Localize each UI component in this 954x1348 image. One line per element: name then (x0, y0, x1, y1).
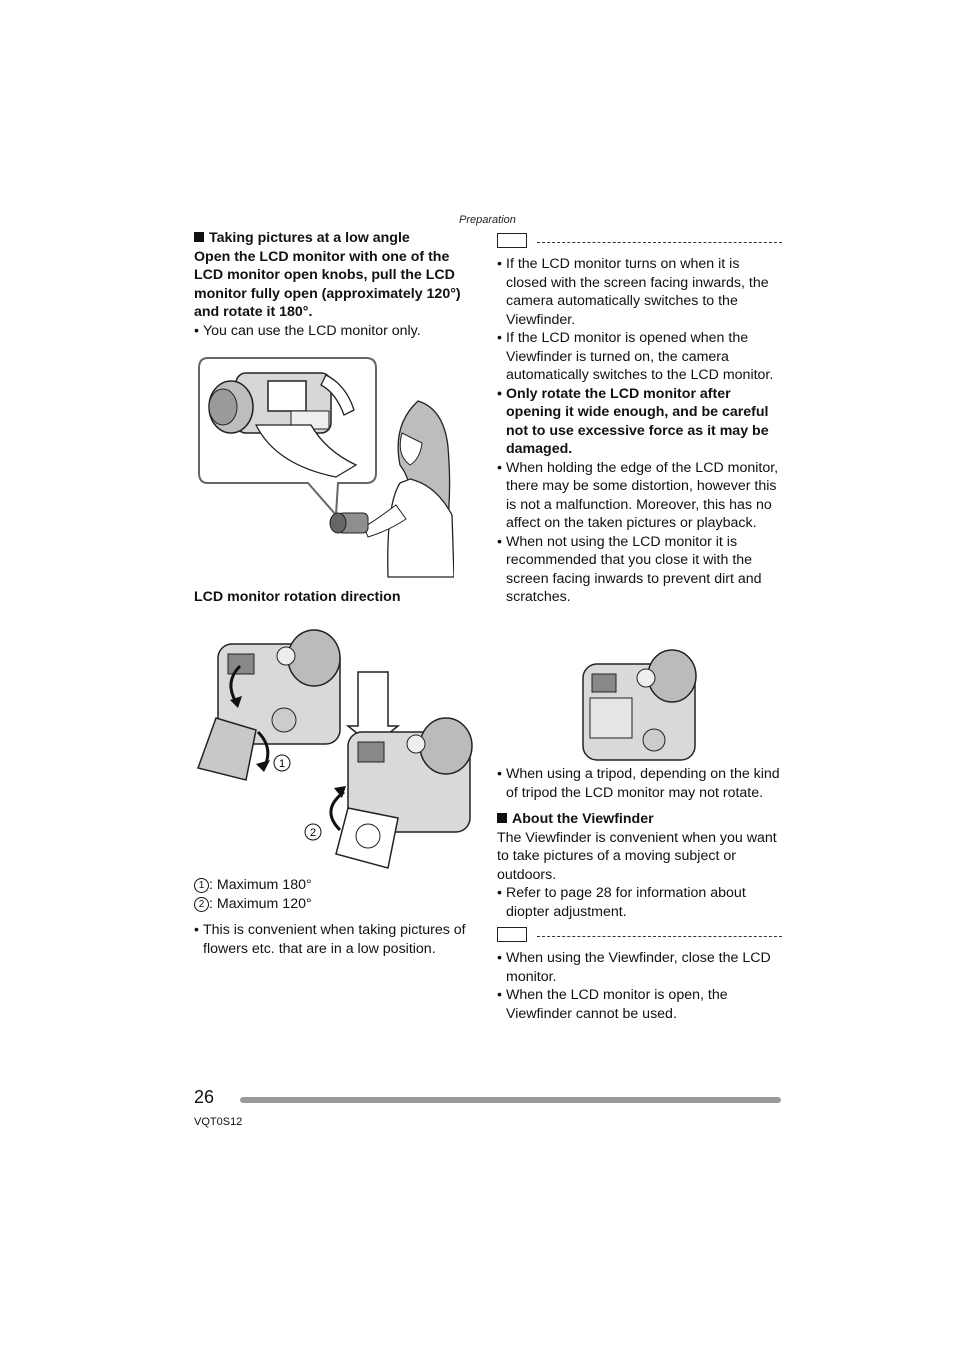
viewfinder-heading: About the Viewfinder (497, 810, 782, 829)
rotation-2-label: 2 (309, 827, 317, 839)
tripod-bullet: • When using a tripod, depending on the kind of tripod the LCD monitor may not rotate. (497, 765, 782, 802)
low-angle-bullet: • You can use the LCD monitor only. (194, 322, 478, 341)
camera-closed-monitor-illustration (580, 646, 700, 764)
convenient-bullet: • This is convenient when taking pictures of flowers etc. that are in a low position. (194, 921, 478, 958)
footer-bar (240, 1097, 781, 1103)
camera-rotated-monitor-icon (331, 718, 472, 868)
note-item: • When the LCD monitor is open, the Viewfinder cannot be used. (497, 986, 782, 1023)
low-angle-shooting-illustration (196, 355, 454, 579)
document-code: VQT0S12 (194, 1116, 243, 1128)
section-header: Preparation (459, 214, 516, 226)
note-item: • When holding the edge of the LCD monitor, there may be some distortion, however this is not a malfunction. Moreover, this has no affect on the taken pictures or playback. (497, 459, 782, 533)
note-item: • If the LCD monitor turns on when it is closed with the screen facing inwards, the camera automatically switches to the Viewfinder. (497, 255, 782, 329)
rotation-heading: LCD monitor rotation direction (194, 589, 401, 605)
viewfinder-text: The Viewfinder is convenient when you want to take pictures of a moving subject or outdoors. (497, 829, 777, 883)
low-angle-heading: Taking pictures at a low angle (194, 229, 478, 248)
page-number: 26 (194, 1087, 215, 1107)
notes-list-1 (497, 255, 782, 607)
dashed-line (537, 936, 782, 937)
note-item: • If the LCD monitor is opened when the Viewfinder is turned on, the camera automatically switches to the LCD monitor. (497, 329, 782, 385)
note-item: • When not using the LCD monitor it is recommended that you close it with the screen facing inwards to prevent dirt and scratches. (497, 533, 782, 607)
rotation-limits (194, 876, 478, 958)
square-bullet-icon (497, 813, 507, 823)
camera-open-monitor-icon (198, 630, 340, 780)
square-bullet-icon (194, 232, 204, 242)
note-item: • Only rotate the LCD monitor after opening it wide enough, and be careful not to use excessive force as it may be damaged. (497, 385, 782, 459)
viewfinder-bullet: • Refer to page 28 for information about diopter adjustment. (497, 884, 782, 921)
note-pencil-icon (497, 927, 527, 942)
left-column (194, 229, 478, 340)
circle-2-icon: 2 (194, 897, 209, 912)
max-180-line: 1 : Maximum 180° (194, 876, 478, 895)
right-column (497, 233, 782, 607)
rotation-1-label: 1 (278, 758, 286, 770)
note-divider-2 (497, 927, 782, 945)
notes-list-2 (497, 949, 782, 1023)
max-120-line: 2 : Maximum 120° (194, 895, 478, 914)
right-column-lower (497, 765, 782, 1023)
lcd-rotation-illustration (194, 622, 476, 872)
note-item: • When using the Viewfinder, close the LCD monitor. (497, 949, 782, 986)
circle-1-icon: 1 (194, 878, 209, 893)
dashed-line (537, 242, 782, 243)
note-divider-1 (497, 233, 782, 251)
low-angle-instruction: Open the LCD monitor with one of the LCD monitor open knobs, pull the LCD monitor fully open (approximately 120°) and rotate it 180°. (194, 248, 461, 320)
note-pencil-icon (497, 233, 527, 248)
